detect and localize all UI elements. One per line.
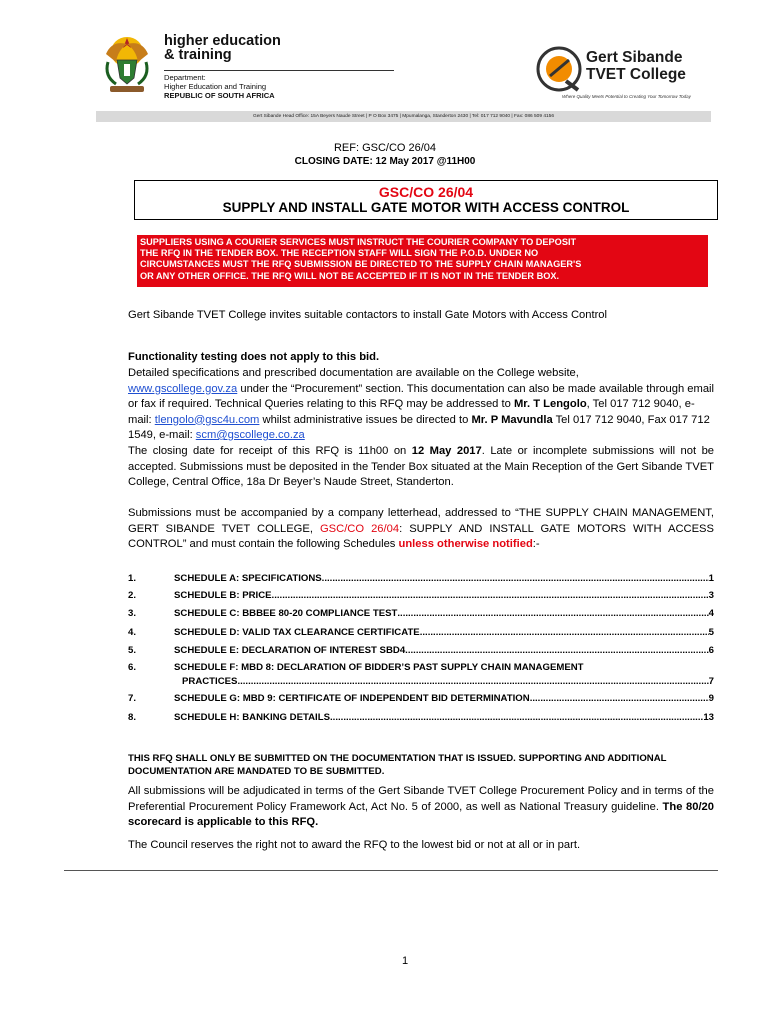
- title-box: [134, 180, 718, 220]
- schedule-number: 3.: [128, 608, 137, 619]
- details-text-1: Detailed specifications and prescribed documentation are available on the College website,: [128, 367, 579, 379]
- contact1-email-link[interactable]: tlengolo@gsc4u.com: [154, 413, 260, 426]
- warning-line3: CIRCUMSTANCES MUST THE RFQ SUBMISSION BE DIRECTED TO THE SUPPLY CHAIN MANAGER'S: [140, 259, 582, 270]
- submit-text-3: :-: [532, 538, 540, 550]
- schedule-label: SCHEDULE H: BANKING DETAILS: [174, 712, 330, 723]
- adjudication-text: All submissions will be adjudicated in terms of the Gert Sibande TVET College Procurement Policy and in terms of the Preferential Procurement Policy Framework Act, Act No. 5 of 2000, as well as National Treasury guideline.: [128, 785, 714, 813]
- submission-paragraph: [128, 506, 714, 553]
- documentation-notice: THIS RFQ SHALL ONLY BE SUBMITTED ON THE DOCUMENTATION THAT IS ISSUED. SUPPORTING AND ADDITIONAL DOCUMENTATION ARE MANDATED TO BE SUBMITTED.: [128, 753, 667, 777]
- schedule-page: 13: [703, 712, 714, 723]
- invite-paragraph: Gert Sibande TVET College invites suitable contactors to install Gate Motors with Access Control: [128, 309, 608, 321]
- contact1-name: Mr. T Lengolo: [513, 398, 587, 410]
- closing-date-bold: 12 May 2017: [411, 445, 482, 457]
- courier-warning: [137, 235, 708, 287]
- council-note: The Council reserves the right not to award the RFQ to the lowest bid or not at all or in part.: [128, 839, 581, 851]
- dept-title-line1: higher education: [164, 33, 281, 49]
- coat-of-arms-icon: [98, 32, 156, 96]
- schedule-number: 5.: [128, 645, 137, 656]
- schedule-page: 7: [708, 676, 714, 687]
- schedule-page: 6: [708, 645, 714, 656]
- dept-title-line2: & training: [164, 47, 232, 63]
- closing-text-2: . Late or incomplete submissions will not be accepted. Submissions must be deposited in the Tender Box situated at the Main Reception of the Gert Sibande TVET College, Central Office, 18a Dr Beyer’s Naude Street, Standerton.: [128, 445, 715, 488]
- adjudication-paragraph: [128, 784, 714, 831]
- schedule-number: 8.: [128, 712, 137, 723]
- submit-text-1: Submissions must be accompanied by a company letterhead, addressed to “THE SUPPLY CHAIN MANAGEMENT, GERT SIBANDE TVET COLLEGE,: [128, 507, 714, 535]
- schedule-label: SCHEDULE A: SPECIFICATIONS: [174, 573, 322, 584]
- address-text: Gert Sibande Head Office: 15A Beyers Naude Street | P O Box 3475 | Mpumalanga, Standerton 2430 | Tel: 017 712 9040 | Fax: 086 509 4156: [253, 114, 554, 119]
- schedule-label: SCHEDULE E: DECLARATION OF INTEREST SBD4: [174, 645, 406, 656]
- schedule-page: 5: [708, 627, 714, 638]
- college-line2: TVET College: [586, 66, 686, 83]
- dept-divider: [164, 70, 394, 71]
- schedule-label: SCHEDULE F: MBD 8: DECLARATION OF BIDDER’S PAST SUPPLY CHAIN MANAGEMENT: [174, 662, 584, 673]
- schedule-label-continued: PRACTICES: [182, 676, 238, 687]
- page-number: 1: [401, 955, 409, 967]
- college-line1: Gert Sibande: [586, 49, 683, 66]
- schedule-label: SCHEDULE C: BBBEE 80-20 COMPLIANCE TEST: [174, 608, 398, 619]
- footer-divider: [64, 870, 718, 871]
- schedule-label: SCHEDULE D: VALID TAX CLEARANCE CERTIFICATE: [174, 627, 420, 638]
- page-title: SUPPLY AND INSTALL GATE MOTOR WITH ACCESS CONTROL: [222, 200, 630, 215]
- schedule-page: 9: [708, 693, 714, 704]
- college-tagline: Where Quality Meets Potential to Creating Your Tomorrow Today: [562, 94, 691, 99]
- department-title: [164, 34, 281, 62]
- closing-text-1: The closing date for receipt of this RFQ is 11h00 on: [128, 445, 412, 457]
- contact1-details: , Tel 017 712 9040, e-mail:: [128, 398, 695, 426]
- warning-line2: THE RFQ IN THE TENDER BOX. THE RECEPTION STAFF WILL SIGN THE P.O.D. UNDER NO: [140, 248, 539, 259]
- warning-line4: OR ANY OTHER OFFICE. THE RFQ WILL NOT BE ACCEPTED IF IT IS NOT IN THE TENDER BOX.: [140, 270, 560, 281]
- contact2-details: Tel 017 712 9040, Fax 017 712 1549, e-mail:: [128, 413, 710, 441]
- closing-date: CLOSING DATE: 12 May 2017 @11H00: [294, 156, 476, 167]
- functionality-note: Functionality testing does not apply to this bid.: [128, 351, 380, 363]
- schedule-label: SCHEDULE B: PRICE: [174, 590, 272, 601]
- schedule-page: 4: [708, 608, 714, 619]
- title-code: GSC/CO 26/04: [378, 184, 474, 200]
- dept-line1: Department:: [164, 73, 206, 82]
- contact2-email-link[interactable]: scm@gscollege.co.za: [195, 429, 305, 441]
- schedule-number: 2.: [128, 590, 137, 601]
- submit-unless-notified: unless otherwise notified: [398, 538, 533, 550]
- details-paragraph: [128, 366, 718, 444]
- website-link[interactable]: www.gscollege.gov.za: [128, 382, 238, 395]
- dept-line3: REPUBLIC OF SOUTH AFRICA: [164, 91, 275, 101]
- closing-paragraph: [128, 444, 714, 491]
- address-bar: [96, 111, 711, 122]
- schedule-number: 6.: [128, 662, 137, 673]
- schedule-number: 7.: [128, 693, 137, 704]
- contact2-name: Mr. P Mavundla: [471, 413, 553, 426]
- dept-line2: Higher Education and Training: [164, 82, 267, 92]
- schedule-number: 4.: [128, 627, 137, 638]
- schedule-number: 1.: [128, 573, 137, 584]
- details-text-3: whilst administrative issues be directed to: [259, 413, 472, 426]
- details-text-2: under the “Procurement” section. This documentation can also be made available through email or fax if required. Technical Queries relating to this RFQ may be addressed to: [128, 382, 715, 410]
- scorecard-note: The 80/20 scorecard is applicable to this RFQ.: [128, 800, 714, 828]
- submit-text-2: : SUPPLY AND INSTALL GATE MOTORS WITH ACCESS CONTROL” and must contain the following Schedules: [128, 522, 714, 550]
- letterhead: [96, 30, 711, 110]
- schedule-page: 1: [708, 573, 714, 584]
- college-name: [586, 49, 686, 83]
- submit-code: GSC/CO 26/04: [319, 522, 400, 535]
- reference-number: REF: GSC/CO 26/04: [333, 142, 437, 154]
- schedule-page: 3: [708, 590, 714, 601]
- college-logo-icon: [536, 46, 582, 92]
- department-lines: [164, 73, 275, 101]
- schedule-label: SCHEDULE G: MBD 9: CERTIFICATE OF INDEPENDENT BID DETERMINATION: [174, 693, 530, 704]
- warning-line1: SUPPLIERS USING A COURIER SERVICES MUST INSTRUCT THE COURIER COMPANY TO DEPOSIT: [140, 237, 577, 247]
